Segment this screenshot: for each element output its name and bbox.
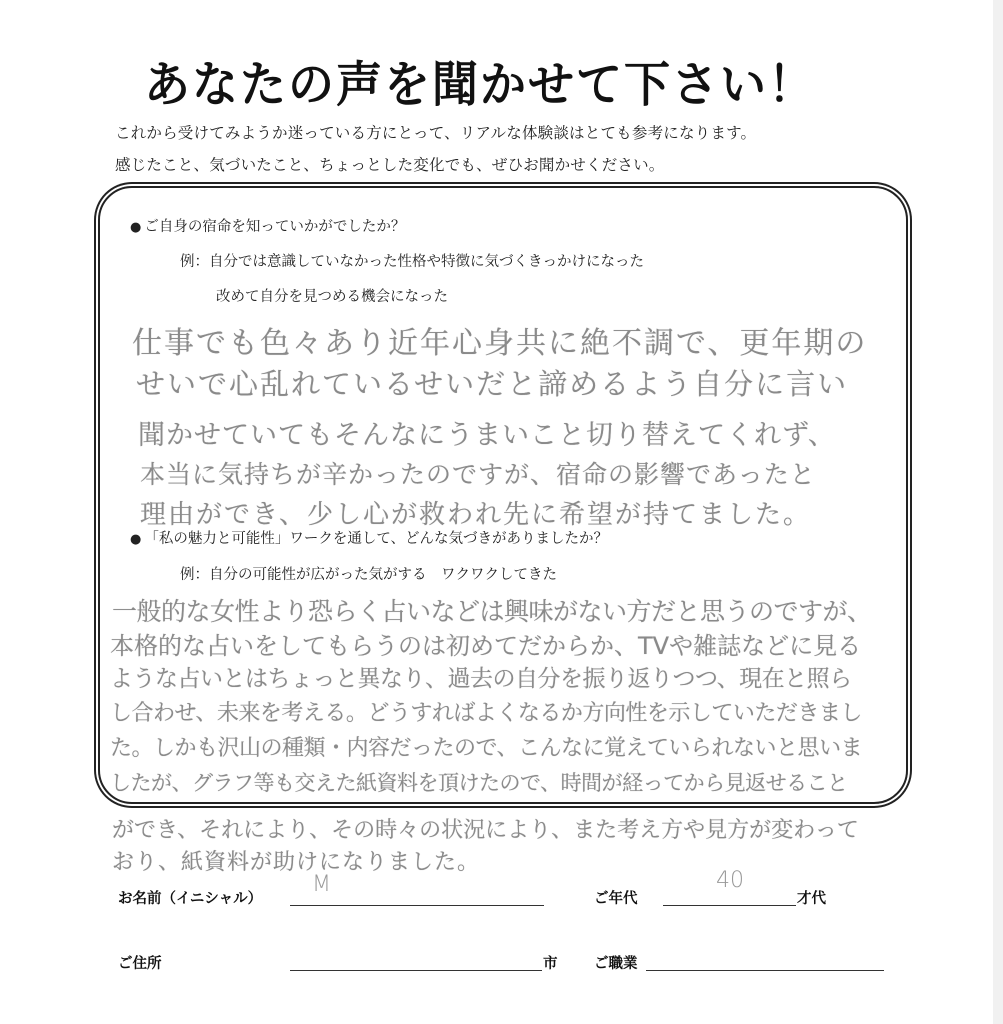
answer-1-line: 本当に気持ちが辛かったのですが、宿命の影響であったと — [140, 460, 816, 489]
name-label: お名前（イニシャル） — [118, 891, 263, 907]
page-edge-shadow — [993, 0, 1003, 1024]
age-label: ご年代 — [594, 891, 638, 907]
answer-1-line: 仕事でも色々あり近年心身共に絶不調で、更年期の — [132, 326, 868, 361]
bullet-icon: ● — [130, 532, 142, 547]
question-1-example-1: 例：自分では意識していなかった性格や特徴に気づくきっかけになった — [180, 254, 644, 270]
age-field[interactable] — [663, 905, 796, 906]
answer-2-line: おり、紙資料が助けになりました。 — [112, 850, 481, 875]
name-value: M — [312, 872, 331, 897]
address-field[interactable] — [290, 970, 542, 971]
intro-line-2: 感じたこと、気づいたこと、ちょっとした変化でも、ぜひお聞かせください。 — [115, 156, 665, 174]
answer-2-line: 一般的な女性より恐らく占いなどは興味がない方だと思うのですが、 — [112, 597, 872, 626]
answer-1-line: せいで心乱れているせいだと諦めるよう自分に言い — [136, 367, 849, 401]
occupation-field[interactable] — [646, 970, 884, 971]
name-field[interactable] — [290, 905, 544, 906]
question-2-text: 「私の魅力と可能性」ワークを通して、どんな気づきがありましたか？ — [144, 531, 609, 547]
question-2-example-1: 例：自分の可能性が広がった気がする ワクワクしてきた — [180, 567, 557, 583]
answer-2-line: し合わせ、未来を考える。どうすればよくなるか方向性を示していただきまし — [110, 701, 862, 726]
address-suffix: 市 — [543, 956, 558, 972]
question-1-example-2: 改めて自分を見つめる機会になった — [216, 289, 448, 305]
question-2 — [130, 527, 608, 548]
bullet-icon: ● — [130, 220, 142, 235]
answer-2-line: た。しかも沢山の種類・内容だったので、こんなに覚えていられないと思いま — [110, 736, 863, 761]
answer-2-line: ができ、それにより、その時々の状況により、また考え方や見方が変わって — [112, 818, 859, 843]
answer-2-line: ような占いとはちょっと異なり、過去の自分を振り返りつつ、現在と照ら — [110, 666, 852, 692]
answer-1-line: 聞かせていてもそんなにうまいこと切り替えてくれず、 — [138, 420, 836, 451]
answer-2-line: 本格的な占いをしてもらうのは初めてだからか、TVや雑誌などに見る — [110, 632, 862, 660]
question-1-text: ご自身の宿命を知っていかがでしたか？ — [144, 219, 406, 235]
intro-line-1: これから受けてみようか迷っている方にとって、リアルな体験談はとても参考になります。 — [115, 124, 757, 142]
page-title: あなたの声を聞かせて下さい！ — [144, 55, 816, 113]
age-suffix: 才代 — [797, 891, 826, 907]
answer-2-line: したが、グラフ等も交えた紙資料を頂けたので、時間が経ってから見返せること — [110, 771, 848, 795]
answer-1-line: 理由ができ、少し心が救われ先に希望が持てました。 — [140, 500, 811, 530]
occupation-label: ご職業 — [594, 956, 638, 972]
question-1 — [130, 215, 405, 236]
age-value: 40 — [716, 868, 744, 893]
address-label: ご住所 — [118, 956, 162, 972]
